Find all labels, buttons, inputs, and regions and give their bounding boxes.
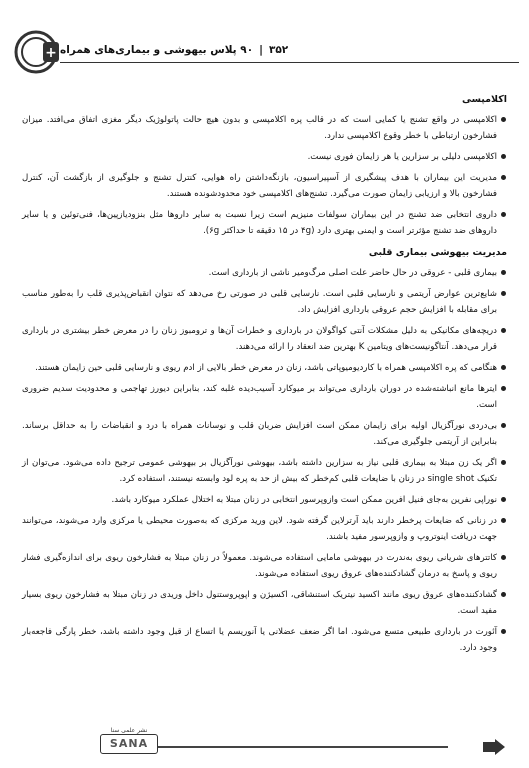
- publisher-tagline: نشر علمی سنا: [110, 727, 148, 734]
- footer-rule: [158, 746, 448, 748]
- book-title: ۹۰ پلاس بیهوشی و بیماری‌های همراه: [60, 44, 254, 56]
- section-eclampsia: [22, 92, 507, 239]
- list-item: بیماری قلبی - عروقی در حال حاضر علت اصلی مرگ‌ومیر ناشی از بارداری است.: [22, 265, 507, 281]
- list-item: هنگامی که پره اکلامپسی همراه با کاردیومیوپاتی باشد، زنان در معرض خطر بالایی از ادم ریوی و نارسایی قلبی حین زایمان هستند.: [22, 360, 507, 376]
- page-number: ۳۵۲: [268, 44, 289, 56]
- list-item: نوراپی نفرین به‌جای فنیل افرین ممکن است وازوپرسور انتخابی در زنان مبتلا به اختلال عملکرد میوکارد باشد.: [22, 492, 507, 508]
- page-header: [0, 28, 529, 68]
- book-logo-icon: [10, 28, 62, 76]
- list-item: اکلامپسی در واقع تشنج یا کمایی است که در قالب پره اکلامپسی و بدون هیچ حالت پاتولوژیک دیگر مغزی اتفاق می‌افتد. میزان فشارخون ارتباطی با خطر وقوع اکلامپسی ندارد.: [22, 112, 507, 144]
- header-separator: |: [259, 44, 263, 56]
- list-item: آئورت در بارداری طبیعی متسع می‌شود. اما اگر ضعف عضلانی یا آنوریسم یا اتساع از قبل وجود داشته باشد، خطر پارگی فاجعه‌بار وجود دارد.: [22, 624, 507, 656]
- list-item: بی‌دردی نورآگزیال اولیه برای زایمان ممکن است افزایش ضربان قلب و نوسانات همراه با درد و انقباضات را به حداقل برساند. بنابراین از آریتمی جلوگیری می‌کند.: [22, 418, 507, 450]
- arrow-mark-icon: [481, 739, 507, 755]
- page-body: [22, 92, 507, 661]
- list-item: در زنانی که ضایعات پرخطر دارند باید آرترلاین گرفته شود. لاین ورید مرکزی که به‌صورت محیطی یا مرکزی وارد می‌شوند، می‌توانند جهت دریافت اینوتروپ و وازوپرسور مفید باشند.: [22, 513, 507, 545]
- list-item: کاتترهای شریانی ریوی به‌ندرت در بیهوشی مامایی استفاده می‌شوند. معمولاً در زنان مبتلا به فشارخون ریوی برای اندازه‌گیری فشار ریوی و پاسخ به درمان گشادکننده‌های عروق ریوی استفاده می‌شوند.: [22, 550, 507, 582]
- list-item: مدیریت این بیماران با هدف پیشگیری از آسپیراسیون، بازنگه‌داشتن راه هوایی، کنترل تشنج و جلوگیری از بازگشت آن، کنترل فشارخون بالا و ارزیابی زایمان صورت می‌گیرد. تشنج‌های اکلامپسی خود محدود‌شونده هستند.: [22, 170, 507, 202]
- list-item: اگر یک زن مبتلا به بیماری قلبی نیاز به سزارین داشته باشد، بیهوشی نورآگزیال بر بیهوشی عمومی ترجیح داده می‌شود. می‌توان از تکنیک single shot در زنان با ضایعات قلبی کم‌خطر که بیش از حد به پره لود وابسته نیستند، استفاده کرد.: [22, 455, 507, 487]
- publisher-brand: SANA: [100, 734, 158, 754]
- list-item: شایع‌ترین عوارض آریتمی و نارسایی قلبی است. نارسایی قلبی در صورتی رخ می‌دهد که نتوان انقباض‌پذیری قلب را به‌طور مناسب برای مقابله با افزایش حجم عروقی بارداری افزایش داد.: [22, 286, 507, 318]
- section-cardiac: [22, 245, 507, 656]
- svg-text:+: +: [45, 45, 57, 61]
- bullet-list: [22, 265, 507, 656]
- list-item: دریچه‌های مکانیکی به دلیل مشکلات آنتی کواگولان در بارداری و خطرات آن‌ها و ترومبوز زنان را در معرض خطر بیشتری در بارداری قرار می‌دهد. آنتاگونیست‌های ویتامین K بهترین ضد انعقاد را ارائه می‌دهند.: [22, 323, 507, 355]
- section-title: مدیریت بیهوشی بیماری قلبی: [368, 247, 507, 258]
- list-item: اکلامپسی دلیلی بر سزارین یا هر زایمان فوری نیست.: [22, 149, 507, 165]
- section-title: اکلامپسی: [461, 94, 507, 105]
- list-item: گشادکننده‌های عروق ریوی مانند اکسید نیتریک استنشاقی، اکسیژن و اپوپروستنول داخل وریدی در زنان مبتلا به فشارخون ریوی بسیار مفید است.: [22, 587, 507, 619]
- bullet-list: [22, 112, 507, 239]
- running-header: [60, 38, 519, 63]
- list-item: ایترها مانع انباشته‌شده در دوران بارداری می‌تواند بر میوکارد آسیب‌دیده غلبه کند، بنابراین دیورز تهاجمی و محدودیت سدیم ضروری است.: [22, 381, 507, 413]
- list-item: داروی انتخابی ضد تشنج در این بیماران سولفات منیزیم است زیرا نسبت به سایر داروها مثل بنزودیازپین‌ها، فنی‌توئین و یا سایر داروهای ضد تشنج مؤثرتر است و ایمنی بهتری دارد (۴g در ۱۵ دقیقه تا حداکثر ۶g).: [22, 207, 507, 239]
